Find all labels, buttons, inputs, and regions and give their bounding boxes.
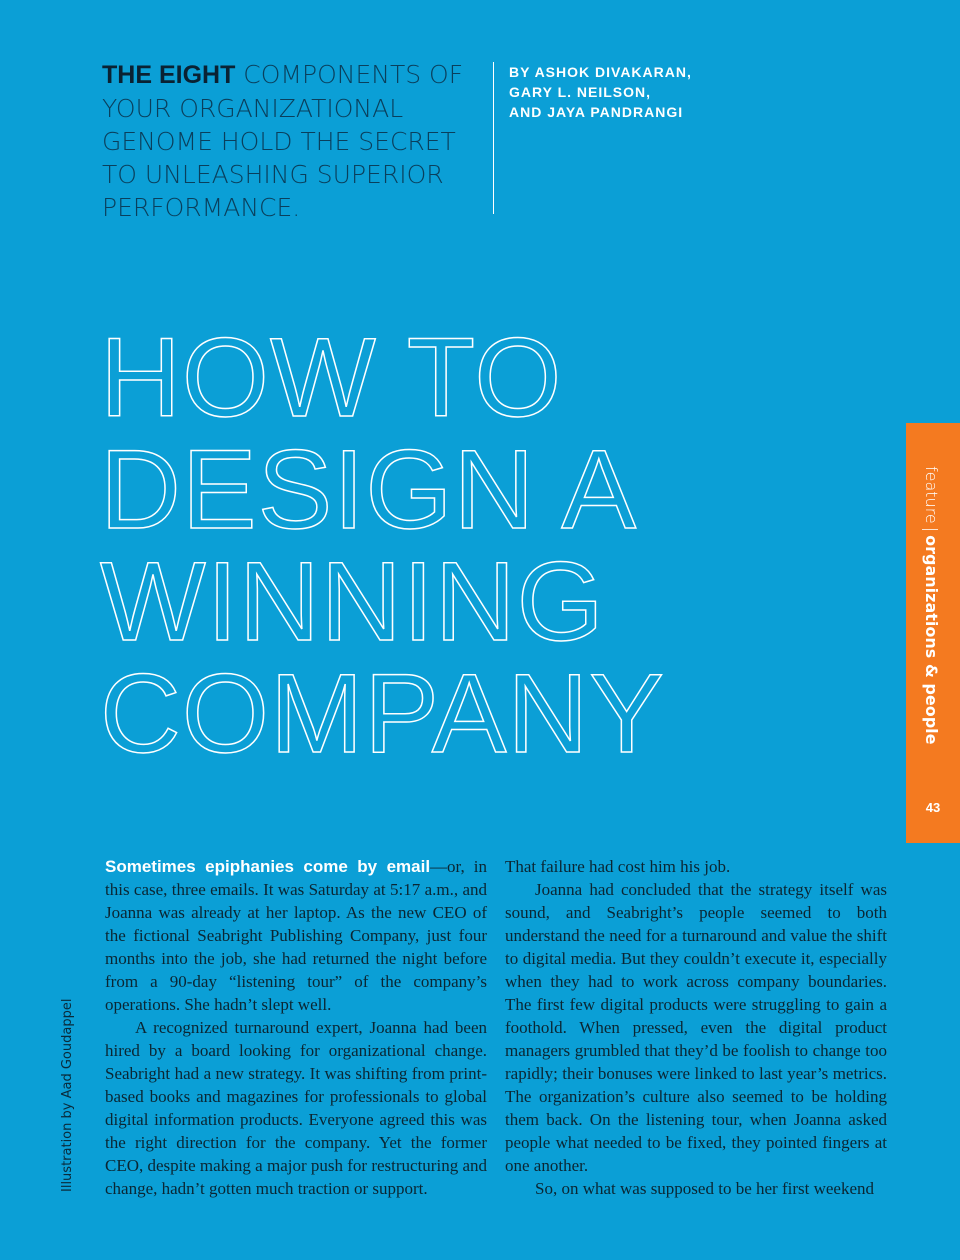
section-tab-label xyxy=(922,466,941,745)
byline-line-1: BY ASHOK DIVAKARAN, xyxy=(509,64,692,80)
byline-divider xyxy=(493,62,494,214)
paragraph: Joanna had concluded that the strategy itself was sound, and Seabright’s people seemed to both understand the need for a turnaround and value the shift to digital media. But they couldn’t execute it, especially when they had to work across company boundaries. The first few digital products were struggling to gain a foothold. When pressed, even the digital product managers grumbled that they’d be foolish to change too rapidly; their bonuses were linked to last year’s metrics. The organization’s culture also seemed to be holding them back. On the listening tour, when Joanna asked people what needed to be fixed, they pointed fingers at one another. xyxy=(505,880,887,1175)
deck xyxy=(102,58,482,224)
byline xyxy=(509,62,749,122)
paragraph: So, on what was supposed to be her first weekend xyxy=(535,1179,874,1198)
illustration-credit: Illustration by Aad Goudappel xyxy=(60,998,75,1192)
body-column-1 xyxy=(105,855,487,1200)
deck-lead: THE EIGHT xyxy=(102,61,236,89)
title-line-4: COMPANY xyxy=(100,651,665,776)
title-line-3: WINNING xyxy=(100,539,605,664)
byline-line-2: GARY L. NEILSON, xyxy=(509,84,652,100)
paragraph: A recognized turnaround expert, Joanna had been hired by a board looking for organizational change. Seabright had a new strategy. It was shifting from print-based books and magazines for professionals to global digital information products. Everyone agreed this was the right direction for the company. Yet the former CEO, despite making a major push for restructuring and change, hadn’t gotten much traction or support. xyxy=(105,1018,487,1198)
paragraph-text: —or, in this case, three emails. It was Saturday at 5:17 a.m., and Joanna was already at her laptop. As the new CEO of the fictional Seabright Publishing Company, just four months into the job, she had returned the night before from a 90-day “listening tour” of the company’s operations. She hadn’t slept well. xyxy=(105,857,487,1014)
title-line-2: DESIGN A xyxy=(100,427,638,552)
lead-in: Sometimes epiphanies come by email xyxy=(105,857,431,876)
section-topic: organizations & people xyxy=(922,535,941,745)
byline-line-3: AND JAYA PANDRANGI xyxy=(509,104,684,120)
paragraph: That failure had cost him his job. xyxy=(505,857,731,876)
section-separator: | xyxy=(922,526,941,533)
deck-text: COMPONENTS OF YOUR ORGANIZATIONAL GENOME HOLD THE SECRET TO UNLEASHING SUPERIOR PERFORMANCE. xyxy=(102,60,464,222)
body-column-2 xyxy=(505,855,887,1200)
paragraph xyxy=(105,855,487,1016)
page-number: 43 xyxy=(925,800,941,815)
section-name: feature xyxy=(922,466,941,524)
title-line-1: HOW TO xyxy=(100,315,563,440)
article-title xyxy=(100,315,740,776)
